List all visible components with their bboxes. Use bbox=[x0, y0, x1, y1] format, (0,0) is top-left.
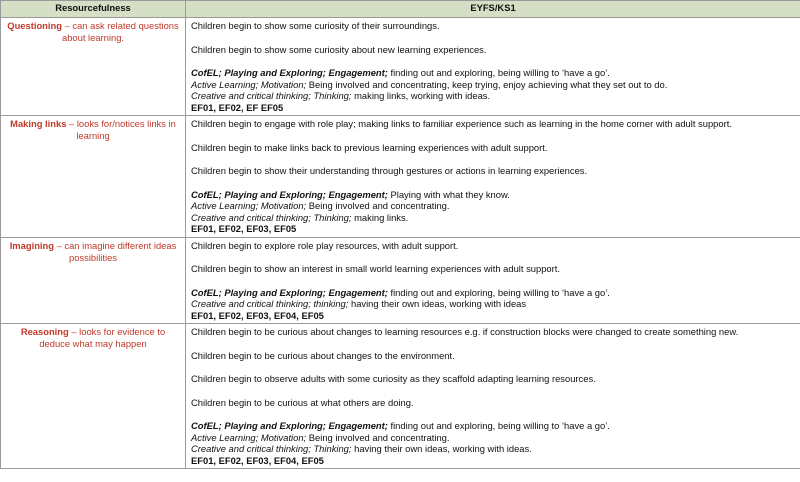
skill-description: – looks for/notices links in learning bbox=[66, 118, 176, 141]
skill-name: Questioning bbox=[7, 20, 62, 31]
cofel-block bbox=[191, 287, 795, 310]
skill-description: – looks for evidence to deduce what may happen bbox=[39, 326, 166, 349]
cofel-text: having their own ideas, working with ideas bbox=[348, 298, 527, 309]
cofel-line bbox=[191, 67, 795, 79]
eyfs-ks1-cell bbox=[186, 18, 800, 116]
cofel-text: having their own ideas, working with ideas. bbox=[351, 443, 532, 454]
cofel-label: CofEL; Playing and Exploring; Engagement; bbox=[191, 188, 388, 200]
header-eyfs-ks1: EYFS/KS1 bbox=[186, 1, 800, 18]
cofel-label: Active Learning; Motivation; bbox=[191, 200, 307, 211]
statement: Children begin to be curious about changes to the environment. bbox=[191, 349, 455, 361]
statement: Children begin to observe adults with some curiosity as they scaffold adapting learning resources. bbox=[191, 373, 596, 384]
cofel-line bbox=[191, 189, 795, 201]
ef-codes: EF01, EF02, EF03, EF05 bbox=[191, 223, 297, 234]
cofel-line bbox=[191, 79, 795, 91]
cofel-text: making links. bbox=[351, 211, 409, 223]
statement: Children begin to explore role play resources, with adult support. bbox=[191, 239, 459, 251]
skill-cell bbox=[1, 116, 186, 238]
skill-cell bbox=[1, 324, 186, 469]
cofel-line bbox=[191, 298, 795, 310]
cofel-label: Creative and critical thinking; Thinking; bbox=[191, 211, 352, 223]
table-row bbox=[1, 237, 800, 324]
statement: Children begin to be curious about changes to learning resources e.g. if construction blocks were changed to create something new. bbox=[191, 326, 739, 337]
ef-codes: EF01, EF02, EF EF05 bbox=[191, 101, 284, 113]
skill-cell bbox=[1, 237, 186, 324]
cofel-block bbox=[191, 67, 795, 102]
cofel-text: finding out and exploring, being willing to ‘have a go’. bbox=[387, 67, 610, 78]
skill-name: Making links bbox=[10, 118, 67, 129]
cofel-text: making links, working with ideas. bbox=[351, 90, 491, 101]
cofel-line bbox=[191, 90, 795, 102]
ef-codes: EF01, EF02, EF03, EF04, EF05 bbox=[191, 309, 324, 321]
cofel-line bbox=[191, 420, 795, 432]
statement: Children begin to show some curiosity about new learning experiences. bbox=[191, 43, 487, 55]
eyfs-ks1-cell bbox=[186, 116, 800, 238]
cofel-text: Playing with what they know. bbox=[387, 188, 510, 200]
eyfs-ks1-cell bbox=[186, 237, 800, 324]
skill-cell bbox=[1, 18, 186, 116]
statement: Children begin to be curious at what others are doing. bbox=[191, 396, 414, 408]
cofel-block bbox=[191, 420, 795, 455]
table-row bbox=[1, 116, 800, 238]
table-row bbox=[1, 18, 800, 116]
cofel-label: Active Learning; Motivation; bbox=[191, 78, 307, 90]
cofel-label: Active Learning; Motivation; bbox=[191, 431, 307, 443]
eyfs-ks1-cell bbox=[186, 324, 800, 469]
cofel-text: Being involved and concentrating. bbox=[306, 431, 450, 443]
header-resourcefulness: Resourcefulness bbox=[1, 1, 186, 18]
statement: Children begin to show an interest in small world learning experiences with adult support. bbox=[191, 263, 560, 274]
skill-name: Reasoning bbox=[20, 326, 69, 337]
cofel-line bbox=[191, 212, 795, 224]
statement: Children begin to engage with role play; making links to familiar experience such as learning in the home corner with adult support. bbox=[191, 118, 732, 129]
cofel-line bbox=[191, 287, 795, 299]
statement: Children begin to make links back to previous learning experiences with adult support. bbox=[191, 141, 548, 153]
skill-name: Imagining bbox=[9, 239, 54, 251]
header-row bbox=[1, 1, 800, 18]
table-row bbox=[1, 324, 800, 469]
ef-codes: EF01, EF02, EF03, EF04, EF05 bbox=[191, 454, 324, 466]
cofel-label: CofEL; Playing and Exploring; Engagement; bbox=[191, 286, 388, 298]
cofel-text: Being involved and concentrating. bbox=[306, 200, 450, 211]
skill-description: – can imagine different ideas possibilities bbox=[53, 239, 177, 263]
cofel-text: finding out and exploring, being willing to ‘have a go’. bbox=[387, 420, 610, 431]
cofel-text: finding out and exploring, being willing to ‘have a go’. bbox=[387, 286, 610, 298]
cofel-text: Being involved and concentrating, keep trying, enjoy achieving what they set out to do. bbox=[306, 78, 668, 90]
cofel-line bbox=[191, 443, 795, 455]
cofel-line bbox=[191, 200, 795, 212]
skill-description: – can ask related questions about learning. bbox=[61, 20, 179, 43]
cofel-line bbox=[191, 432, 795, 444]
cofel-label: Creative and critical thinking; Thinking; bbox=[191, 90, 352, 101]
cofel-label: Creative and critical thinking; thinking; bbox=[191, 298, 349, 309]
cofel-label: Creative and critical thinking; Thinking; bbox=[191, 443, 352, 454]
statement: Children begin to show their understanding through gestures or actions in learning experiences. bbox=[191, 165, 588, 176]
cofel-block bbox=[191, 189, 795, 224]
cofel-label: CofEL; Playing and Exploring; Engagement; bbox=[191, 420, 388, 431]
statement: Children begin to show some curiosity of their surroundings. bbox=[191, 20, 440, 31]
cofel-label: CofEL; Playing and Exploring; Engagement; bbox=[191, 67, 388, 78]
